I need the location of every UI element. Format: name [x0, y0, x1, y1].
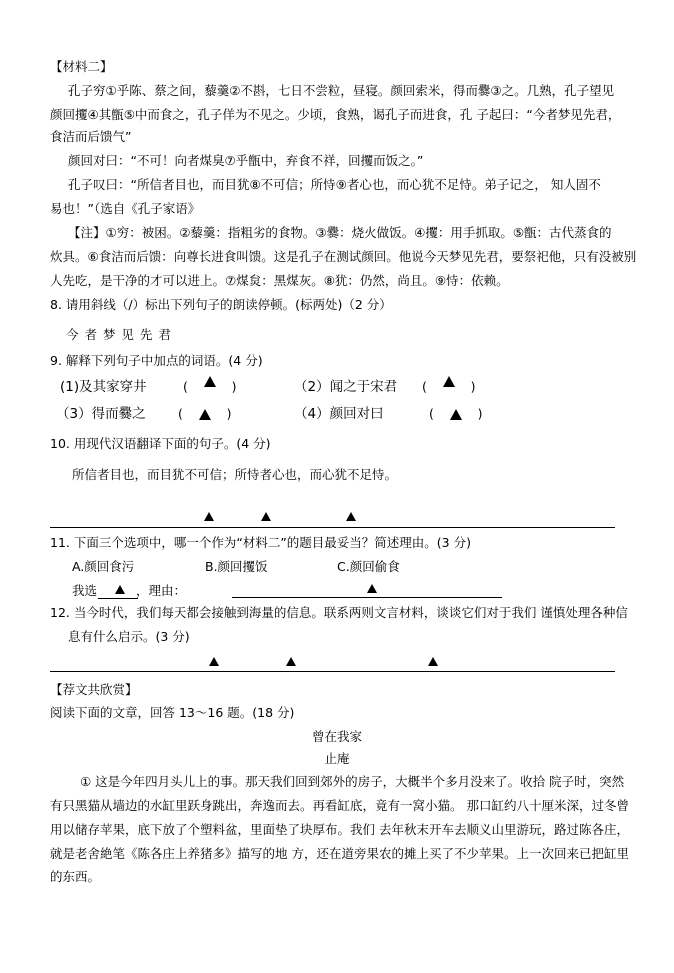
article-line: 用以储存苹果，底下放了个塑料盆，里面垫了块厚布。我们 去年秋末开车去顺义山里游玩，路过陈各庄，	[50, 822, 629, 837]
answer-triangle-icon	[428, 657, 438, 666]
q11-choose-label: 我选	[72, 583, 98, 598]
q9-blank-2[interactable]: ( )	[422, 378, 476, 396]
answer-triangle-icon	[261, 512, 271, 521]
article-author: 止庵	[324, 751, 350, 766]
q9-item-4: （4）颜回对曰	[294, 406, 384, 422]
q11-choice-blank[interactable]	[98, 598, 138, 599]
q9-blank-3[interactable]: ( )	[178, 406, 232, 421]
article-line: ① 这是今年四月头儿上的事。那天我们回到郊外的房子，大概半个多月没来了。收拾 院子时，突然	[80, 774, 625, 789]
q11-option-b: B.颜回攫饭	[205, 559, 268, 574]
q9-text: 9. 解释下列句子中加点的词语。(4 分)	[50, 353, 263, 368]
answer-triangle-icon	[443, 376, 455, 387]
material2-line: 颜回攫④其甑⑤中而食之，孔子佯为不见之。少顷，食熟，谒孔子而进食，孔 子起曰：“今者梦见先君，	[50, 107, 621, 122]
q10-sentence: 所信者目也，而目犹不可信；所恃者心也，而心犹不足恃。	[72, 467, 398, 482]
q10-answer-line[interactable]	[50, 527, 615, 528]
note-line: 炊具。⑥食洁而后馈：向尊长进食叫馈。这是孔子在测试颜回。他说今天梦见先君，要祭祀他，只有没被别	[50, 249, 637, 264]
material2-header: 【材料二】	[50, 59, 113, 74]
q11-reason-label: ，理由：	[136, 583, 187, 598]
answer-triangle-icon	[199, 409, 211, 420]
answer-triangle-icon	[286, 657, 296, 666]
material2-line: 孔子叹曰：“所信者目也，而目犹⑧不可信；所恃⑨者心也，而心犹不足恃。弟子记之， 知人固不	[68, 177, 601, 192]
section-instruction: 阅读下面的文章，回答 13～16 题。(18 分)	[50, 705, 295, 720]
q8-text: 8. 请用斜线（/）标出下列句子的朗读停顿。(标两处)（2 分）	[50, 297, 392, 312]
q11-option-c: C.颜回偷食	[337, 559, 400, 574]
q9-blank-4[interactable]: ( )	[429, 406, 483, 421]
answer-triangle-icon	[209, 657, 219, 666]
material2-line: 食洁而后馈气”	[50, 129, 132, 144]
article-line: 就是老舍絶笔《陈各庄上养猪多》描写的地 方，还在道旁果农的摊上买了不少苹果。上一次回来已把缸里	[50, 846, 629, 861]
q12-answer-line[interactable]	[50, 671, 615, 672]
answer-triangle-icon	[204, 376, 216, 387]
q11-text: 11. 下面三个选项中，哪一个作为“材料二”的题目最妥当？简述理由。(3 分)	[50, 535, 471, 550]
q12-line: 12. 当今时代，我们每天都会接触到海量的信息。联系两则文言材料，谈谈它们对于我们 谨慎处理各种信	[50, 605, 628, 620]
answer-triangle-icon	[367, 584, 377, 593]
q10-text: 10. 用现代汉语翻译下面的句子。(4 分)	[50, 436, 271, 451]
q11-reason-blank[interactable]	[232, 597, 502, 598]
answer-triangle-icon	[450, 409, 462, 420]
note-line: 人先吃，是干净的才可以进上。⑦煤炱：黑煤灰。⑧犹：仍然，尚且。⑨恃：依赖。	[50, 273, 509, 288]
note-line: 【注】①穷：被困。②藜羹：指粗劣的食物。③爨：烧火做饭。④攫：用手抓取。⑤甑：古代蒸食的	[68, 225, 612, 240]
q12-line: 息有什么启示。(3 分)	[68, 629, 190, 644]
answer-triangle-icon	[204, 512, 214, 521]
material2-line: 颜回对曰：“不可！向者煤臭⑦乎甑中，弃食不祥，回攫而饭之。”	[68, 153, 424, 168]
q11-option-a: A.颜回食污	[72, 559, 135, 574]
article-line: 的东西。	[50, 869, 101, 884]
answer-triangle-icon	[346, 512, 356, 521]
material2-line: 孔子穷①乎陈、蔡之间，藜羹②不斟，七日不尝粒，昼寝。颜回索米，得而爨③之。几熟，孔子望见	[68, 83, 615, 98]
q9-item-3: （3）得而爨之	[56, 406, 146, 422]
section-header: 【荐文共欣赏】	[50, 682, 138, 697]
material2-line: 易也！”（选自《孔子家语》	[50, 201, 201, 216]
answer-triangle-icon	[115, 585, 125, 594]
q9-blank-1[interactable]: ( )	[183, 378, 237, 396]
q9-item-1: (1)及其家穿井	[60, 379, 147, 395]
article-title: 曾在我家	[311, 729, 362, 744]
q9-item-2: （2）闻之于宋君	[294, 379, 398, 395]
q8-sentence: 今 者 梦 见 先 君	[66, 327, 172, 342]
article-line: 有只黑猫从墙边的水缸里跃身跳出，奔逸而去。再看缸底，竟有一窝小猫。 那口缸约八十厘米深，过冬曾	[50, 798, 629, 813]
